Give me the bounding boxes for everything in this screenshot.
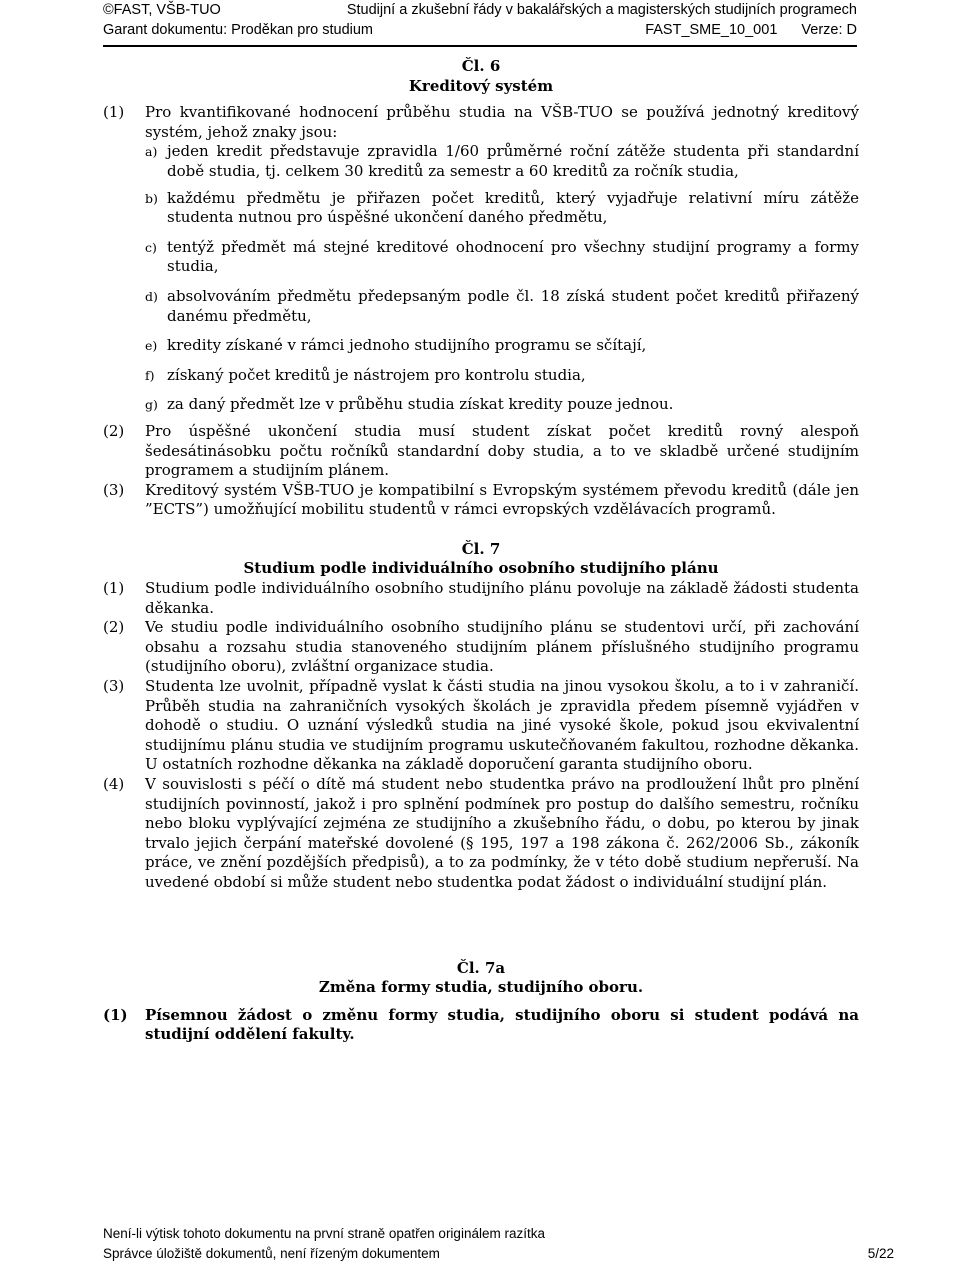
paragraph-number: (2) xyxy=(103,618,125,637)
list-item xyxy=(103,395,859,415)
page-number: 5/22 xyxy=(867,1246,894,1261)
paragraph-text: V souvislosti s péčí o dítě má student nebo studentka právo na prodloužení lhůt pro plnění studijních povinností, jakož i pro splnění podmínek pro postup do dalšího semestru, ročníku nebo bloku vyplývající zejména ze studijního a zkušebního řádu, o dobu, po kterou by jinak trvalo jejich čerpání mateřské dovolené (§ 195, 197 a 198 zákona č. 262/2006 Sb., zákoník práce, ve znění pozdějších předpisů), a to za podmínky, že v této době studium nepřeruší. Na uvedené období si může student nebo studentka podat žádost o individuální studijní plán. xyxy=(145,775,859,891)
article-6-paragraph-2 xyxy=(103,422,859,481)
paragraph-number: (3) xyxy=(103,480,125,499)
paragraph-number: (3) xyxy=(103,677,125,696)
paragraph-number: (2) xyxy=(103,421,125,440)
footer-stamp-notice: Není-li výtisk tohoto dokumentu na první straně opatřen originálem razítka xyxy=(103,1226,545,1241)
footer-document-note: Správce úložiště dokumentů, není řízeným dokumentem xyxy=(103,1246,440,1261)
item-text: absolvováním předmětu předepsaným podle čl. 18 získá student počet kreditů přiřazený danému předmětu, xyxy=(167,286,859,325)
paragraph-text: Kreditový systém VŠB-TUO je kompatibilní s Evropským systémem převodu kreditů (dále jen ”ECTS”) umožňující mobilitu studentů v rámci evropských vzdělávacích programů. xyxy=(145,480,859,519)
item-letter: b) xyxy=(145,190,158,206)
article-7a-title: Změna formy studia, studijního oboru. xyxy=(318,978,644,997)
item-letter: f) xyxy=(145,367,155,383)
paragraph-text: Písemnou žádost o změnu formy studia, studijního oboru si student podává na studijní oddělení fakulty. xyxy=(145,1005,859,1044)
paragraph-number: (1) xyxy=(103,103,125,122)
article-7-title: Studium podle individuálního osobního studijního plánu xyxy=(243,559,719,578)
item-letter: c) xyxy=(145,239,157,255)
article-6-title: Kreditový systém xyxy=(408,76,554,95)
item-letter: e) xyxy=(145,338,158,354)
list-item xyxy=(103,238,859,277)
item-text: získaný počet kreditů je nástrojem pro kontrolu studia, xyxy=(167,365,586,384)
article-6-heading: Čl. 6 xyxy=(461,57,501,75)
paragraph-number: (1) xyxy=(103,1005,128,1024)
article-6-paragraph-3 xyxy=(103,481,859,520)
document-version: Verze: D xyxy=(801,22,857,38)
article-7-paragraph-3 xyxy=(103,677,859,775)
document-code: FAST_SME_10_001 xyxy=(645,22,778,38)
page-header xyxy=(103,0,857,47)
item-letter: a) xyxy=(145,144,158,160)
paragraph-number: (4) xyxy=(103,775,125,793)
item-letter: d) xyxy=(145,288,158,304)
item-text: tentýž předmět má stejné kreditové ohodnocení pro všechny studijní programy a formy studia, xyxy=(167,237,859,276)
paragraph-text: Pro úspěšné ukončení studia musí student získat počet kreditů rovný alespoň šedesátinásobku počtu ročníků standardní doby studia, a to ve skladbě určené studijním programem a studijním plánem. xyxy=(145,421,859,480)
page-footer xyxy=(103,1224,894,1264)
header-rule xyxy=(103,45,857,47)
list-item xyxy=(103,189,859,228)
article-7-paragraph-2 xyxy=(103,618,859,677)
item-text: každému předmětu je přiřazen počet kreditů, který vyjadřuje relativní míru zátěže studenta nutnou pro úspěšné ukončení daného předmětu, xyxy=(167,188,859,227)
document-guarantor: Garant dokumentu: Proděkan pro studium xyxy=(103,22,374,38)
document-title: Studijní a zkušební řády v bakalářských a magisterských studijních programech xyxy=(346,2,857,18)
article-6-paragraph-1 xyxy=(103,103,859,142)
item-text: jeden kredit představuje zpravidla 1/60 průměrné roční zátěže studenta při standardní době studia, tj. celkem 30 kreditů za semestr a 60 kreditů za ročník studia, xyxy=(167,142,859,180)
document-code-version xyxy=(645,20,857,40)
list-item xyxy=(103,336,859,356)
paragraph-number: (1) xyxy=(103,579,125,598)
copyright-label: ©FAST, VŠB-TUO xyxy=(103,2,221,18)
list-item xyxy=(103,287,859,326)
item-letter: g) xyxy=(145,397,158,413)
article-7a-heading: Čl. 7a xyxy=(456,958,506,977)
list-item xyxy=(103,142,859,181)
paragraph-text: Studium podle individuálního osobního studijního plánu povoluje na základě žádosti studenta děkanka. xyxy=(145,579,859,617)
item-text: kredity získané v rámci jednoho studijního programu se sčítají, xyxy=(167,336,647,355)
item-text: za daný předmět lze v průběhu studia získat kredity pouze jednou. xyxy=(167,395,674,414)
paragraph-text: Studenta lze uvolnit, případně vyslat k části studia na jinou vysokou školu, a to i v zahraničí. Průběh studia na zahraničních vysokých školách je zpravidla předem písemně vyjádřen v dohodě o studiu. O uznání výsledků studia na jiné vysoké škole, pokud jsou ekvivalentní studijnímu plánu studia ve studijním programu uskutečňovaném fakultou, rozhodne děkanka. U ostatních rozhodne děkanka na základě doporučení garanta studijního oboru. xyxy=(145,677,859,774)
article-7-heading: Čl. 7 xyxy=(461,539,501,558)
article-7-paragraph-4 xyxy=(103,775,859,893)
paragraph-text: Pro kvantifikované hodnocení průběhu studia na VŠB-TUO se používá jednotný kreditový systém, jehož znaky jsou: xyxy=(145,103,859,141)
paragraph-text: Ve studiu podle individuálního osobního studijního plánu se studentovi určí, při zachování obsahu a rozsahu studia stanoveného studijním plánem příslušného studijního programu (studijního oboru), zvláštní organizace studia. xyxy=(145,618,859,676)
article-7a-paragraph-1 xyxy=(103,1006,859,1045)
document-body xyxy=(103,57,859,1045)
article-7-paragraph-1 xyxy=(103,579,859,618)
list-item xyxy=(103,366,859,386)
